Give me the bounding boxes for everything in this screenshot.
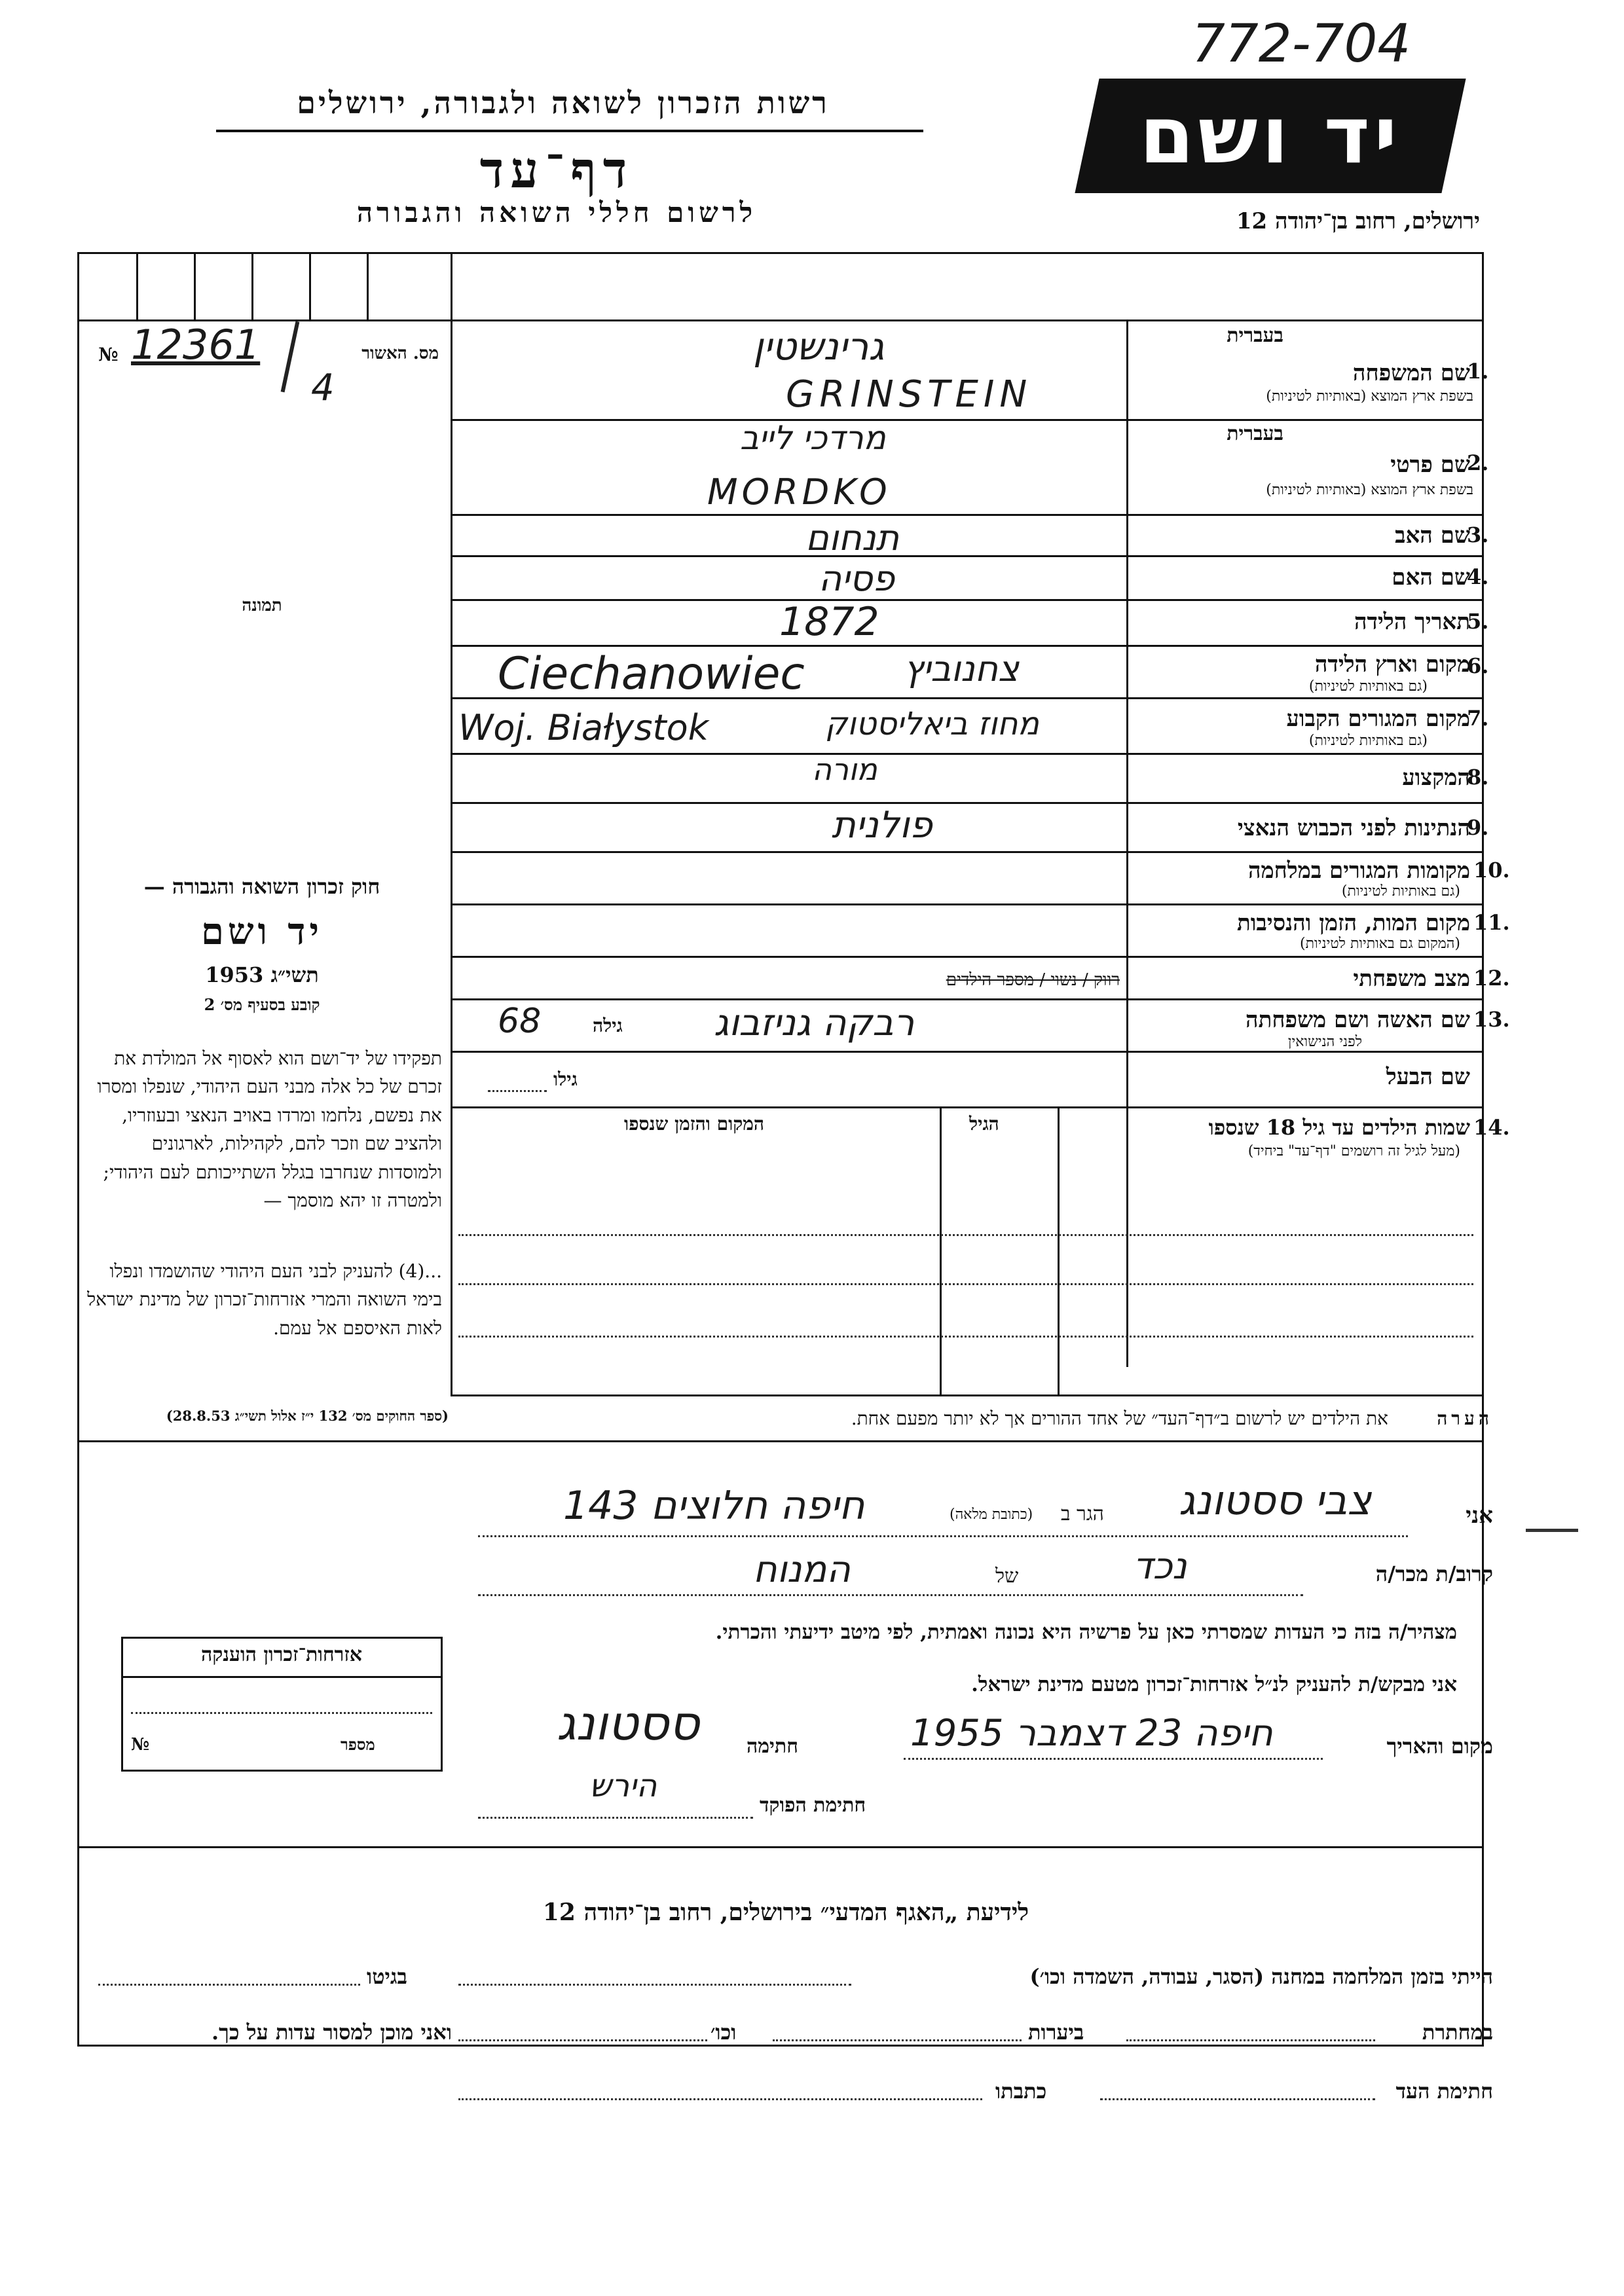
officer-dots — [478, 1817, 753, 1819]
field-7-label: מקום המגורים הקבוע — [1286, 706, 1470, 732]
row-rule-4 — [451, 599, 1482, 601]
children-col-divider-2 — [1058, 1106, 1060, 1394]
top-box-divider-5 — [367, 252, 369, 321]
officer-value: הירש — [589, 1768, 657, 1804]
bottom-line1-dots — [458, 1984, 851, 1986]
field-13-sub: לפני הנישואין — [1287, 1034, 1362, 1050]
note-top-rule — [451, 1394, 1482, 1396]
place-date-dots — [904, 1758, 1323, 1760]
top-box-divider-1 — [136, 252, 138, 321]
field-13-num: 13. — [1473, 1007, 1510, 1032]
top-row-bottom-rule — [77, 319, 1482, 321]
field-1-value-hebrew: גרינשטין — [753, 324, 885, 369]
request: אני מבקש/ת להעניק לנ״ל אזרחות־זכרון מטעם מדינת ישראל. — [971, 1673, 1457, 1696]
husband-age-label: גילו — [553, 1068, 578, 1090]
approval-number-value: 12361 — [131, 321, 261, 369]
row-rule-14 — [451, 1106, 1482, 1108]
signature-value: ססטונג — [557, 1696, 700, 1751]
bottom-line2-dots-1 — [1126, 2039, 1375, 2041]
field-2-label: שם פרטי — [1390, 452, 1470, 478]
declarant-name: צבי ססטונג — [1179, 1476, 1372, 1524]
bottom-section-rule — [77, 1846, 1482, 1848]
field-8-num: 8. — [1467, 765, 1489, 790]
field-10-label: מקומות המגורים במלחמה — [1247, 858, 1470, 884]
children-row-dots-1 — [458, 1234, 1473, 1236]
citizenship-title: אזרחות־זכרון הוענקה — [200, 1643, 363, 1666]
field-1-label: שם המשפחה — [1352, 360, 1470, 386]
field-1-sub: בשפת ארץ המוצא (באותיות לטיניות) — [1266, 388, 1473, 405]
row-rule-1 — [451, 419, 1482, 421]
field-4-label: שם האם — [1392, 564, 1470, 591]
field-1-num: 1. — [1467, 359, 1489, 384]
law-title: חוק זכרון השואה והגבורה — — [143, 874, 380, 899]
field-11-label: מקום המות, הזמן והנסיבות — [1236, 910, 1470, 936]
law-text-2: ...(4) להעניק לבני העם היהודי שהושמדו ונפלו בימי השואה והמרי אזרחות־זכרון של מדינת ישראל לאות האיספם אל עמם. — [87, 1260, 442, 1339]
bottom-line3-dots-2 — [458, 2098, 982, 2100]
field-4-value: פסיה — [819, 558, 895, 599]
bottom-line2-dots-3 — [458, 2039, 707, 2041]
row-rule-12 — [451, 998, 1482, 1000]
relation-dots — [478, 1594, 1303, 1596]
field-2-num: 2. — [1467, 450, 1489, 475]
field-12-value: רווק / נשוי / מספר הילדים — [946, 970, 1120, 990]
field-1-value-latin: GRINSTEIN — [786, 373, 1033, 416]
label-column-divider — [1126, 319, 1128, 1367]
declarant-lives-label: הגר ב — [1061, 1503, 1104, 1525]
field-3-label: שם האב — [1395, 522, 1470, 549]
field-6-value-hebrew: צחנוביץ — [904, 648, 1020, 689]
field-7-num: 7. — [1467, 706, 1489, 731]
relation-label: קרוב/ת מכר/ה — [1375, 1561, 1493, 1586]
of-label: של — [995, 1565, 1019, 1588]
org-underline — [216, 130, 923, 132]
bottom-line2-a: במחתרת — [1422, 2020, 1493, 2045]
bottom-line1-a: הייתי בזמן המלחמה במחנה (הסגר, עבודה, השמדה וכו׳) — [1029, 1964, 1493, 1989]
field-6-sub: (גם באותיות לטיניות) — [1308, 678, 1428, 695]
husband-label: שם הבעל — [1386, 1064, 1470, 1090]
margin-mark — [1526, 1529, 1578, 1532]
citizenship-number-label: מספר — [341, 1735, 375, 1754]
approval-number-symbol: № — [98, 344, 119, 365]
top-box-divider-4 — [309, 252, 311, 321]
field-8-label: המקצוע — [1402, 765, 1470, 791]
row-rule-3 — [451, 555, 1482, 557]
field-3-num: 3. — [1467, 522, 1489, 547]
note-text: את הילדים יש לרשום ב״דף־העד״ של אחד ההורים אך לא יותר מפעם אחת. — [851, 1408, 1388, 1429]
field-5-value: 1872 — [779, 599, 879, 645]
law-text: תפקידו של יד־ושם הוא לאסוף אל המולדת את זכרם של כל אלה מבני העם היהודי, שנפלו ומסרו את נפשם, נלחמו ומרדו באויב הנאצי ובעוזריו, ולהציב שם וזכר להם, לקהילות, לארגונים ולמוסדות שנחרבו בגלל השתייכותם לעם היהודי; ולמטרה זו יהא מוסמך — — [97, 1048, 442, 1211]
form-title: דף־עד — [479, 141, 634, 199]
corner-archive-number: 772-704 — [1192, 13, 1411, 74]
declarant-address: חיפה חלוצים 143 — [563, 1483, 865, 1529]
citizenship-line-1 — [131, 1712, 432, 1714]
field-9-label: הנתינות לפני הכבוש הנאצי — [1237, 815, 1470, 841]
field-12-label: מצב משפחתי — [1353, 966, 1470, 992]
field-7-value-hebrew: מחוז ביאליסטוק — [825, 706, 1039, 742]
relation-value: נכד — [1133, 1545, 1187, 1588]
bottom-line3-a: חתימת העד — [1395, 2079, 1493, 2104]
law-year: תשי״ג 1953 — [205, 962, 319, 987]
law-name: יד ושם — [200, 910, 323, 953]
children-col-place: המקום והזמן שנספו — [624, 1113, 764, 1135]
approval-label: מס. האשור — [361, 344, 439, 363]
field-4-num: 4. — [1467, 564, 1489, 589]
statement: מצהיר/ה בזה כי העדות שמסרתי כאן על פרשיה היא נכונה ואמתית, לפי מיטב ידיעתי והכרתי. — [715, 1620, 1457, 1644]
photo-label: תמונה — [242, 596, 282, 615]
bottom-line3-b: כתבתו — [995, 2079, 1047, 2104]
field-13-label: שם האשה ושם משפחתה — [1246, 1007, 1470, 1033]
field-5-num: 5. — [1467, 609, 1489, 634]
yad-vashem-logo — [1075, 79, 1466, 193]
signature-label: חתימה — [747, 1735, 798, 1758]
row-rule-8 — [451, 802, 1482, 804]
row-rule-13 — [451, 1051, 1482, 1053]
field-2-value-latin: MORDKO — [707, 471, 891, 513]
approval-sub-value: 4 — [311, 367, 335, 409]
citizenship-box-rule — [121, 1676, 442, 1678]
field-7-sub: (גם באותיות לטיניות) — [1308, 733, 1428, 749]
children-label: שמות הילדים עד גיל 18 שנספו — [1208, 1115, 1470, 1140]
bottom-line1-b: בגיטו — [367, 1964, 407, 1989]
bottom-line3-dots-1 — [1100, 2098, 1375, 2100]
bottom-heading: לידיעת „האגף המדעי״ בירושלים, רחוב בן־יהודה 12 — [542, 1899, 1029, 1926]
top-box-divider-3 — [251, 252, 253, 321]
field-12-num: 12. — [1473, 966, 1510, 991]
field-13-value: רבקה גניזבוג — [714, 1002, 915, 1044]
form-subtitle: לרשום חללי השואה והגבורה — [356, 196, 757, 228]
organization-line: רשות הזכרון לשואה ולגבורה, ירושלים — [297, 85, 830, 120]
note-bottom-rule — [77, 1440, 1482, 1442]
field-2-lang-tag: בעברית — [1227, 422, 1283, 445]
field-3-value: תנחום — [805, 517, 899, 558]
field-2-sub: בשפת ארץ המוצא (באותיות לטיניות) — [1266, 482, 1473, 498]
address: ירושלים, רחוב בן־יהודה 12 — [1236, 208, 1480, 234]
bottom-line2-c: וכו׳ — [710, 2020, 737, 2045]
row-rule-9 — [451, 851, 1482, 853]
top-box-divider-2 — [194, 252, 196, 321]
children-row-dots-2 — [458, 1283, 1473, 1285]
field-8-value: מורה — [812, 752, 877, 787]
place-date-value: חיפה 23 דצמבר 1955 — [910, 1712, 1273, 1755]
children-row-dots-3 — [458, 1336, 1473, 1338]
row-rule-10 — [451, 903, 1482, 905]
field-1-lang-tag: בעברית — [1227, 324, 1283, 347]
citizenship-number-symbol: № — [131, 1735, 150, 1755]
field-6-value-latin: Ciechanowiec — [498, 648, 805, 700]
row-rule-2 — [451, 514, 1482, 516]
field-6-label: מקום וארץ הלידה — [1314, 651, 1470, 678]
field-5-label: תאריך הלידה — [1354, 609, 1470, 635]
field-11-num: 11. — [1473, 910, 1510, 935]
bottom-line2-d: ואני מוכן למסור עדות על כך. — [211, 2020, 452, 2045]
of-value: המנוח — [753, 1548, 851, 1591]
note-label: הערה — [1437, 1408, 1493, 1429]
field-7-value-latin: Woj. Białystok — [458, 707, 709, 748]
husband-age-dots — [488, 1090, 547, 1092]
row-rule-5 — [451, 645, 1482, 647]
field-9-value: פולנית — [832, 804, 932, 847]
children-col-age: הגיל — [969, 1113, 999, 1135]
row-rule-11 — [451, 956, 1482, 958]
bottom-line1-dots-2 — [98, 1984, 360, 1986]
field-2-value-hebrew: מרדכי לייב — [740, 419, 886, 457]
field-9-num: 9. — [1467, 815, 1489, 840]
children-col-divider-1 — [940, 1106, 942, 1394]
field-10-sub: (גם באותיות לטיניות) — [1341, 883, 1460, 900]
officer-label: חתימת הפוקד — [760, 1794, 866, 1817]
law-clause: קובע בסעיף מס׳ 2 — [204, 995, 320, 1014]
row-rule-7 — [451, 753, 1482, 755]
field-11-sub: (המקום גם באותיות לטיניות) — [1300, 936, 1460, 952]
declarant-address-dots — [478, 1535, 1408, 1537]
wife-age-label: גילה — [593, 1015, 623, 1036]
bottom-line2-dots-2 — [773, 2039, 1022, 2041]
law-source: (ספר החוקים מס׳ 132 י״ז אלול תשי״ג 28.8.53) — [166, 1408, 449, 1424]
field-6-num: 6. — [1467, 653, 1489, 678]
place-date-label: מקום והאריך — [1386, 1734, 1493, 1758]
declarant-address-hint: (כתובת מלאה) — [950, 1506, 1033, 1523]
declarant-i-label: אני — [1466, 1503, 1493, 1529]
bottom-line2-b: ביערות — [1028, 2020, 1084, 2045]
wife-age-value: 68 — [498, 1002, 542, 1041]
field-10-num: 10. — [1473, 858, 1510, 883]
logo-text: יד ושם — [1139, 90, 1401, 181]
left-panel-divider — [451, 252, 452, 1394]
children-num: 14. — [1473, 1115, 1510, 1140]
children-sub: (מעל לגיל זה רושמים "דף־עד" ביחיד) — [1247, 1143, 1460, 1159]
